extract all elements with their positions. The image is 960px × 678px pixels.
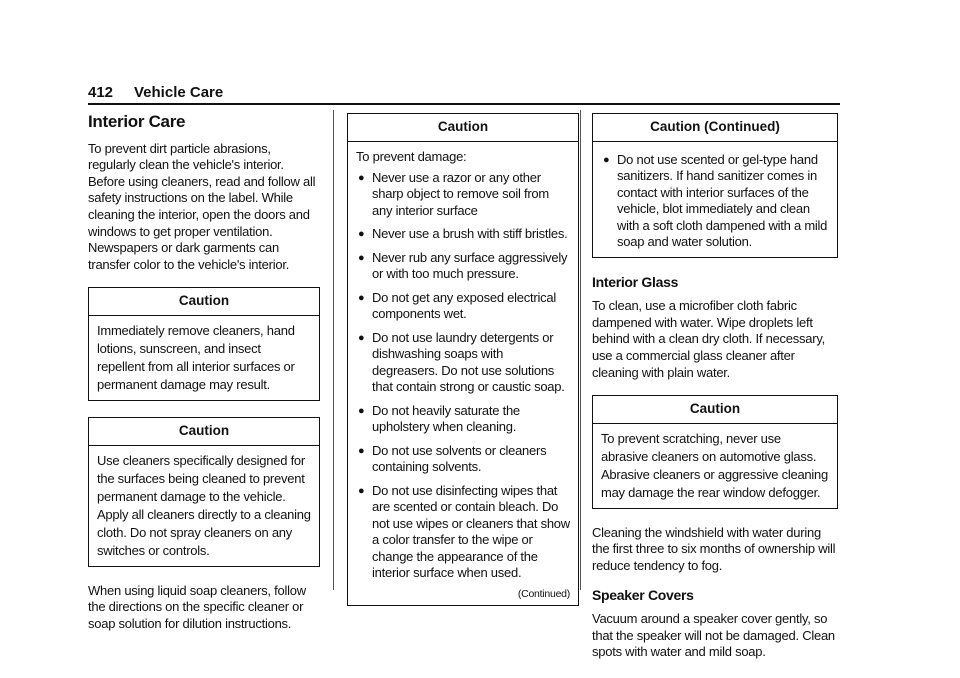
page-header — [88, 84, 840, 104]
continued-label: (Continued) — [517, 587, 570, 600]
bullet-icon: ● — [603, 153, 610, 166]
column-divider — [333, 110, 334, 590]
interior-glass-text: To clean, use a microfiber cloth fabric dampened with water. Wipe droplets left behind with a clean dry cloth. If necessary, use a commercial glass cleaner after cleaning with plain water. — [592, 298, 825, 380]
caution-box — [88, 417, 320, 567]
column-1 — [88, 110, 320, 642]
caution-intro: To prevent damage: — [356, 148, 467, 164]
caution-title: Caution — [89, 418, 319, 446]
list-item: ● Never use a brush with stiff bristles. — [358, 226, 568, 242]
bullet-icon: ● — [358, 171, 365, 184]
column-2 — [347, 113, 579, 622]
caution-list — [601, 152, 829, 251]
section-title: Vehicle Care — [134, 84, 224, 101]
list-item: ● Do not get any exposed electrical components wet. — [358, 289, 556, 322]
caution-title: Caution (Continued) — [593, 114, 837, 142]
list-item: ● Do not use laundry detergents or dishwashing soaps with degreasers. Do not use solutions that contain strong or caustic soap. — [358, 329, 565, 395]
bullet-icon: ● — [358, 404, 365, 417]
speaker-covers-text: Vacuum around a speaker cover gently, so that the speaker will not be damaged. Clean spots with water and mild soap. — [592, 611, 835, 660]
caution-box — [592, 395, 838, 509]
bullet-icon: ● — [358, 228, 365, 241]
bullet-icon: ● — [358, 444, 365, 457]
bullet-icon: ● — [358, 291, 365, 304]
interior-care-intro: To prevent dirt particle abrasions, regularly clean the vehicle's interior. Before using cleaners, read and follow all safety instructions on the label. While cleaning the interior, open the doors and windows to get proper ventilation. Newspapers or dark garments can transfer color to the vehicle's interior. — [88, 140, 316, 272]
caution-text: Immediately remove cleaners, hand lotions, sunscreen, and insect repellent from all interior surfaces or permanent damage may result. — [97, 322, 295, 392]
speaker-covers-heading: Speaker Covers — [592, 586, 694, 603]
caution-title: Caution — [348, 114, 578, 142]
caution-list — [356, 170, 570, 582]
caution-box — [592, 113, 838, 258]
bullet-icon: ● — [358, 484, 365, 497]
list-item: ● Do not use scented or gel-type hand sanitizers. If hand sanitizer comes in contact with interior surfaces of the vehicle, blot immediately and clean with a soft cloth dampened with a mild soap and water solution. — [603, 151, 828, 250]
list-item: ● Never use a razor or any other sharp object to remove soil from any interior surface — [358, 169, 549, 218]
bullet-icon: ● — [358, 251, 365, 264]
caution-box — [347, 113, 579, 606]
caution-title: Caution — [89, 288, 319, 316]
caution-text: To prevent scratching, never use abrasive cleaners on automotive glass. Abrasive cleaners or aggressive cleaning may damage the rear window defogger. — [601, 430, 829, 500]
interior-care-heading: Interior Care — [88, 112, 186, 131]
caution-box — [88, 287, 320, 401]
list-item: ● Do not use disinfecting wipes that are scented or contain bleach. Do not use wipes or cleaners that show a color transfer to the wipe or change the appearance of the interior surface when used. — [358, 482, 570, 581]
windshield-note: Cleaning the windshield with water during the first three to six months of ownership will reduce tendency to fog. — [592, 524, 836, 573]
caution-title: Caution — [593, 396, 837, 424]
list-item: ● Never rub any surface aggressively or with too much pressure. — [358, 249, 568, 282]
list-item: ● Do not use solvents or cleaners containing solvents. — [358, 442, 547, 475]
list-item: ● Do not heavily saturate the upholstery when cleaning. — [358, 402, 520, 435]
page-number: 412 — [88, 84, 114, 101]
caution-text: Use cleaners specifically designed for the surfaces being cleaned to prevent permanent damage to the vehicle. Apply all cleaners directly to a cleaning cloth. Do not spray cleaners on any switches or controls. — [97, 452, 311, 558]
column-3 — [592, 113, 838, 671]
bullet-icon: ● — [358, 331, 365, 344]
column-divider — [580, 110, 581, 590]
interior-glass-heading: Interior Glass — [592, 273, 679, 290]
liquid-soap-note: When using liquid soap cleaners, follow the directions on the specific cleaner or soap solution for dilution instructions. — [88, 582, 306, 631]
header-rule — [88, 103, 840, 105]
